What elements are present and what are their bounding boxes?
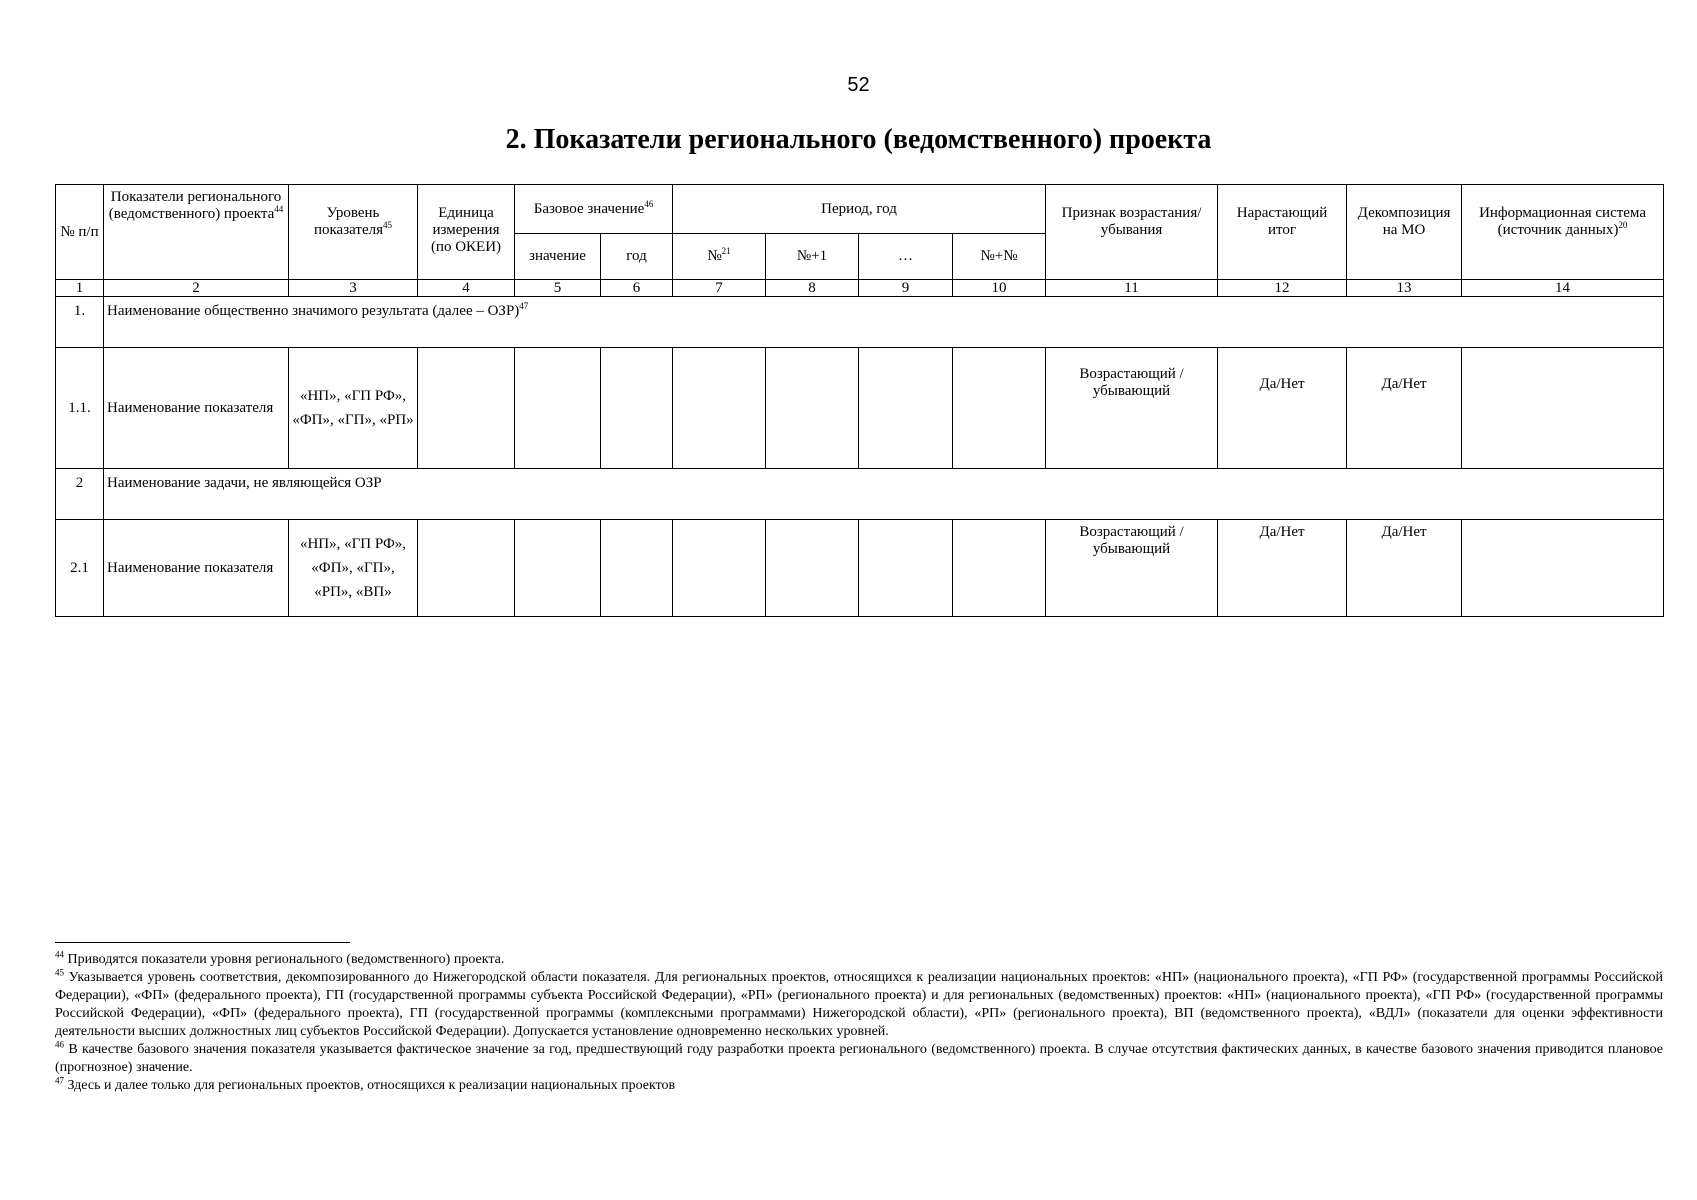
indicator-row	[56, 520, 1664, 617]
column-number: 2	[104, 280, 289, 297]
header-cumulative: Нарастающий итог	[1218, 185, 1347, 280]
header-unit: Единица измерения (по ОКЕИ)	[418, 185, 515, 280]
column-number-row	[56, 280, 1664, 297]
group-num: 2	[56, 469, 104, 520]
cell-information-system	[1462, 520, 1664, 617]
cell-base-year	[601, 348, 673, 469]
indicator-level: «НП», «ГП РФ», «ФП», «ГП», «РП»	[289, 348, 418, 469]
cell-unit	[418, 348, 515, 469]
header-base: Базовое значение$^{46}$	[515, 185, 673, 234]
column-number: 7	[673, 280, 766, 297]
group-row-task	[56, 469, 1664, 520]
column-number: 9	[859, 280, 953, 297]
column-number: 5	[515, 280, 601, 297]
group-title: Наименование задачи, не являющейся ОЗР	[104, 469, 1664, 520]
footnote-separator	[55, 942, 350, 943]
group-num: 1.	[56, 297, 104, 348]
page-number: 52	[847, 74, 870, 96]
cell-period-n1	[766, 520, 859, 617]
column-number: 13	[1347, 280, 1462, 297]
section-title: 2. Показатели регионального (ведомственного) проекта	[505, 124, 1212, 155]
indicator-name: Наименование показателя	[104, 348, 289, 469]
indicator-cumulative: Да/Нет	[1218, 348, 1347, 469]
indicators-table	[55, 184, 1664, 617]
column-number: 3	[289, 280, 418, 297]
column-number: 10	[953, 280, 1046, 297]
indicator-name: Наименование показателя	[104, 520, 289, 617]
indicator-decomposition: Да/Нет	[1347, 348, 1462, 469]
indicator-decomposition: Да/Нет	[1347, 520, 1462, 617]
column-number: 8	[766, 280, 859, 297]
header-decomposition: Декомпозиция на МО	[1347, 185, 1462, 280]
footnote-45: $^{45}$ Указывается уровень соответствия, декомпозированного до Нижегородской области показателя. Для региональных проектов, относящихся к реализации национальных проектов: «НП» (национального проекта), «ГП РФ» (государственной программы Российской Федерации), «ФП» (федерального проекта), ГП (государственной программы субъекта Российской Федерации), «РП» (регионального проекта) и для региональных (ведомственных) проектов: «НП» (национального проекта), «ГП РФ» (государственной программы Российской Федерации), «ФП» (федерального проекта), ГП (государственной программы (комплексными программами) Нижегородской области), «РП» (регионального проекта), ВП (ведомственного проекта), «ВДЛ» (показатели для оценки эффективности деятельности высших должностных лиц субъектов Российской Федерации). Допускается установление одновременно нескольких уровней.	[55, 967, 1664, 1039]
indicator-trend: Возрастающий / убывающий	[1046, 520, 1218, 617]
footnote-47: $^{47}$ Здесь и далее только для региональных проектов, относящихся к реализации национальных проектов	[55, 1075, 676, 1093]
column-number: 4	[418, 280, 515, 297]
cell-base-year	[601, 520, 673, 617]
cell-base-value	[515, 348, 601, 469]
header-period-n: №$^{21}$	[673, 234, 766, 280]
header-base-year: год	[601, 234, 673, 280]
cell-unit	[418, 520, 515, 617]
cell-period-n1	[766, 348, 859, 469]
column-number: 12	[1218, 280, 1347, 297]
header-period-n1: №+1	[766, 234, 859, 280]
header-period: Период, год	[673, 185, 1046, 234]
cell-period-nn	[953, 520, 1046, 617]
cell-information-system	[1462, 348, 1664, 469]
row-num: 1.1.	[56, 348, 104, 469]
group-title: Наименование общественно значимого результата (далее – ОЗР)$^{47}$	[104, 297, 1664, 348]
indicator-trend: Возрастающий / убывающий	[1046, 348, 1218, 469]
cell-period-nn	[953, 348, 1046, 469]
column-number: 14	[1462, 280, 1664, 297]
indicator-level: «НП», «ГП РФ», «ФП», «ГП», «РП», «ВП»	[289, 520, 418, 617]
indicator-cumulative: Да/Нет	[1218, 520, 1347, 617]
header-period-ellipsis: …	[859, 234, 953, 280]
column-number: 11	[1046, 280, 1218, 297]
cell-period-ellipsis	[859, 520, 953, 617]
header-row-1	[56, 185, 1664, 234]
header-indicators: Показатели регионального (ведомственного) проекта$^{44}$	[104, 185, 289, 280]
header-level: Уровень показателя$^{45}$	[289, 185, 418, 280]
cell-period-ellipsis	[859, 348, 953, 469]
header-period-nn: №+№	[953, 234, 1046, 280]
footnote-44: $^{44}$ Приводятся показатели уровня регионального (ведомственного) проекта.	[55, 949, 505, 967]
header-base-value: значение	[515, 234, 601, 280]
header-trend: Признак возрастания/убывания	[1046, 185, 1218, 280]
column-number: 1	[56, 280, 104, 297]
column-number: 6	[601, 280, 673, 297]
footnotes	[55, 951, 1663, 1095]
header-information-system: Информационная система (источник данных)$^{20}$	[1462, 185, 1664, 280]
indicator-row	[56, 348, 1664, 469]
row-num: 2.1	[56, 520, 104, 617]
header-num: № п/п	[56, 185, 104, 280]
cell-base-value	[515, 520, 601, 617]
footnote-46: $^{46}$ В качестве базового значения показателя указывается фактическое значение за год, предшествующий году разработки проекта регионального (ведомственного) проекта. В случае отсутствия фактических данных, в качестве базового значения приводится плановое (прогнозное) значение.	[55, 1039, 1664, 1075]
cell-period-n	[673, 520, 766, 617]
group-row-ozr	[56, 297, 1664, 348]
cell-period-n	[673, 348, 766, 469]
